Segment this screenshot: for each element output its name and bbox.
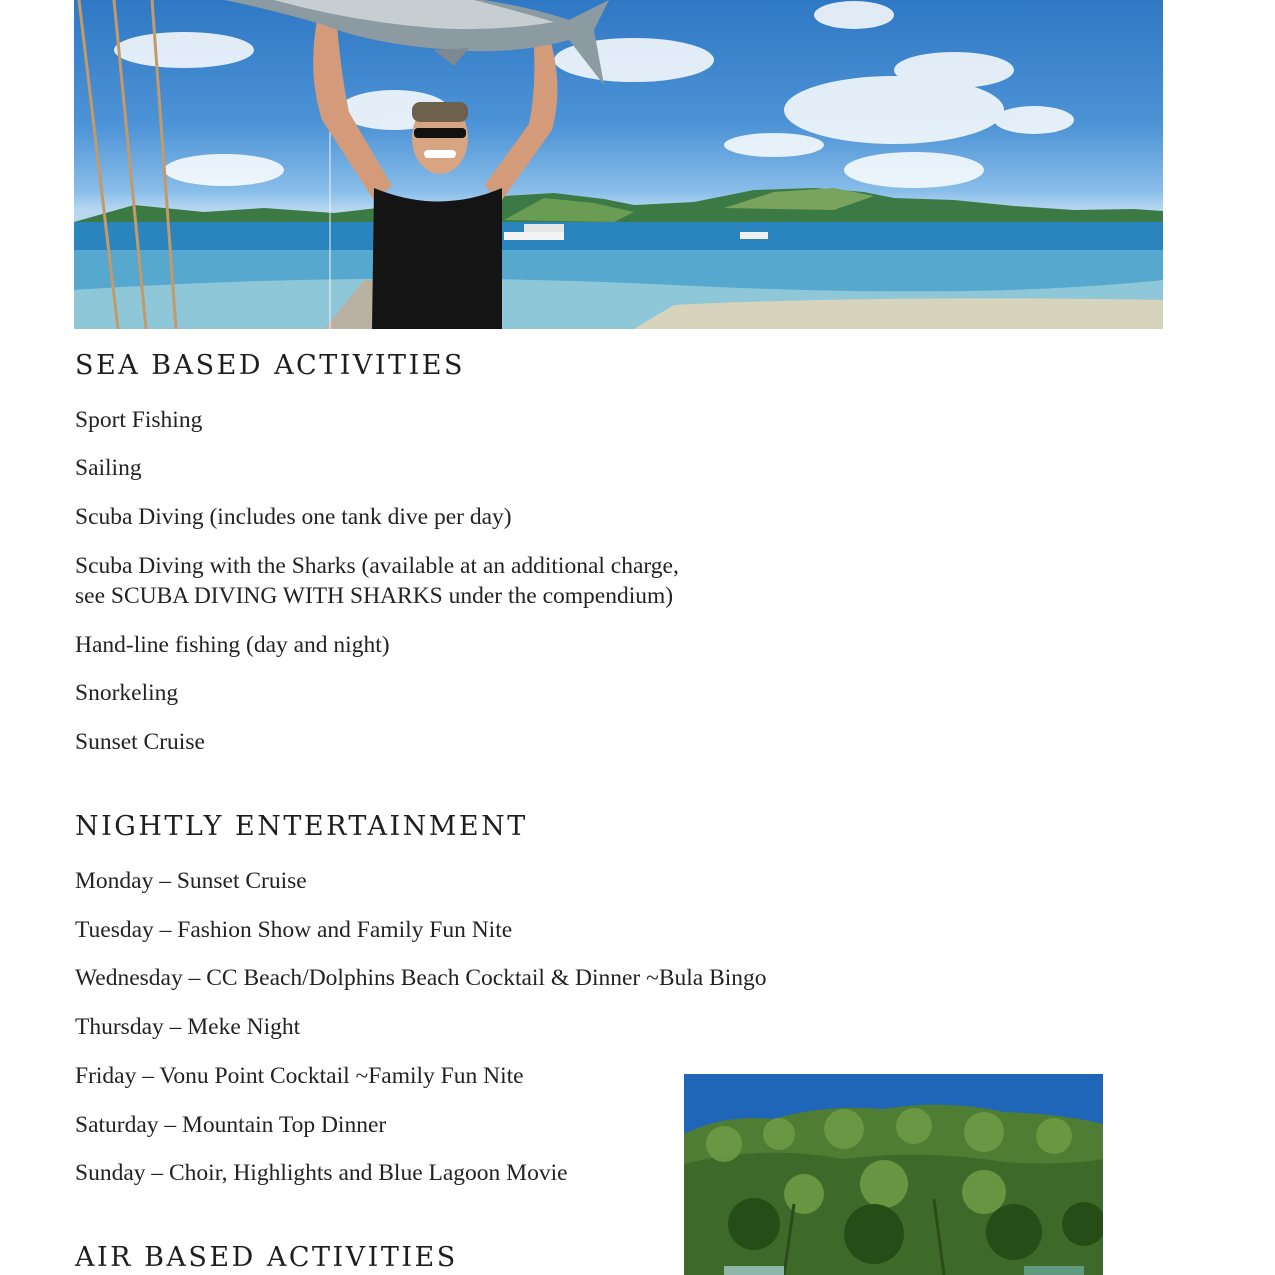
sea-item-hand-line-fishing: Hand-line fishing (day and night) [75, 632, 390, 658]
sea-item-scuba-diving: Scuba Diving (includes one tank dive per day) [75, 504, 512, 530]
nightly-entertainment-heading: NIGHTLY ENTERTAINMENT [75, 811, 528, 842]
hero-photo-fisherman [74, 0, 1163, 329]
nightly-item-tuesday: Tuesday – Fashion Show and Family Fun Nite [75, 917, 513, 943]
nightly-item-friday: Friday – Vonu Point Cocktail ~Family Fun Nite [75, 1063, 524, 1089]
hero-photo-illustration [74, 0, 1163, 329]
air-activities-heading: AIR BASED ACTIVITIES [75, 1242, 458, 1273]
forest-photo-illustration [684, 1074, 1103, 1275]
nightly-item-wednesday: Wednesday – CC Beach/Dolphins Beach Cocktail & Dinner ~Bula Bingo [75, 965, 767, 991]
nightly-item-thursday: Thursday – Meke Night [75, 1014, 301, 1040]
sea-item-shark-diving-note: see SCUBA DIVING WITH SHARKS under the compendium) [75, 583, 674, 609]
nightly-item-monday: Monday – Sunset Cruise [75, 868, 307, 894]
sea-item-snorkeling: Snorkeling [75, 680, 179, 706]
sea-item-shark-diving: Scuba Diving with the Sharks (available at an additional charge, [75, 553, 679, 579]
sea-item-sport-fishing: Sport Fishing [75, 407, 203, 433]
forest-hillside-photo [684, 1074, 1103, 1275]
sea-item-sunset-cruise: Sunset Cruise [75, 729, 205, 755]
nightly-item-sunday: Sunday – Choir, Highlights and Blue Lagoon Movie [75, 1160, 568, 1186]
sea-activities-heading: SEA BASED ACTIVITIES [75, 350, 465, 381]
sea-item-sailing: Sailing [75, 455, 142, 481]
nightly-item-saturday: Saturday – Mountain Top Dinner [75, 1112, 387, 1138]
